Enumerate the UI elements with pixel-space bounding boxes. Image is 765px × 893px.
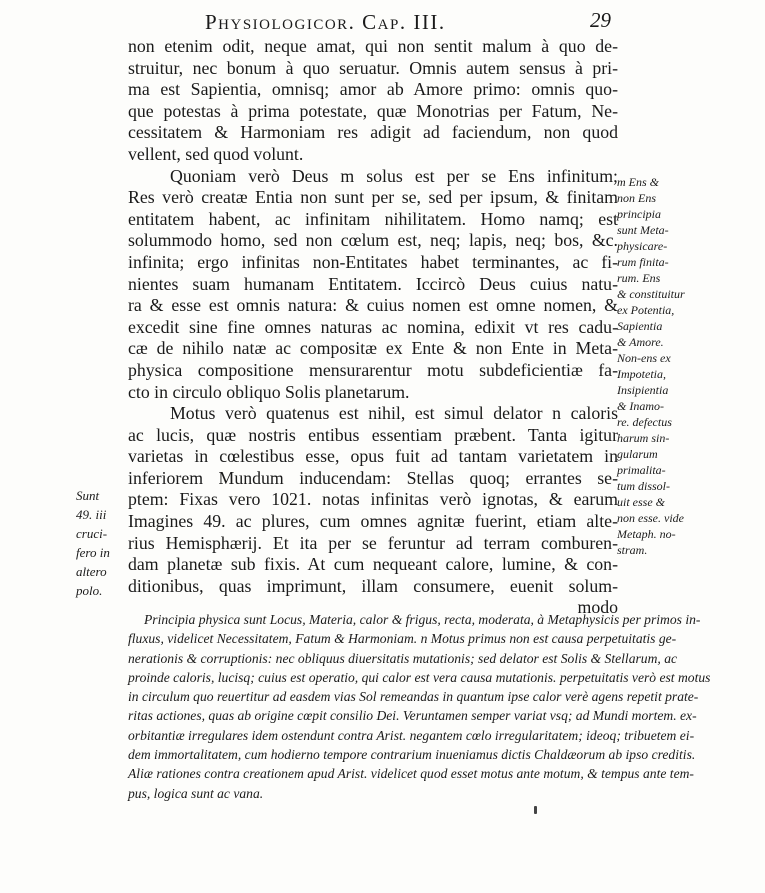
text-line: infinita; ergo infinitas non-Entitates habet terminantes, ac fi- (128, 251, 618, 272)
footnotes-block (128, 610, 711, 803)
margin-note-line: Sunt (76, 488, 100, 503)
footnote-line: proinde caloris, lucisq; cuius est operatio, qui calor est vera causa mutationis. perpetuitatis verò est motus (128, 669, 711, 685)
text-line: ptem: Fixas vero 1021. notas infinitas verò ignotas, & earum (128, 489, 618, 510)
text-line: rius Hemisphærij. Et ita per se feruntur ad terram comburen- (128, 532, 618, 553)
footnote-line: Principia physica sunt Locus, Materia, calor & frigus, recta, moderata, à Metaphysicis per primos in- (144, 612, 701, 627)
margin-note-line: non Ens (617, 191, 656, 205)
text-line: inferiorem Mundum inducendam: Stellas quoq; errantes se- (128, 467, 618, 488)
text-line: que potestas à prima potestate, quæ Monotrias per Fatum, Ne- (128, 100, 618, 121)
margin-note-line: re. defectus (617, 415, 672, 429)
margin-note-line: tum dissol- (617, 479, 671, 493)
text-line: Motus verò quatenus est nihil, est simul delator n caloris (170, 403, 618, 424)
text-line: ma est Sapientia, omnisq; amor ab Amore primo: omnis quo- (128, 79, 618, 100)
running-title: Physiologicor. Cap. III. (205, 10, 446, 34)
margin-note-line: & Amore. (617, 335, 664, 349)
margin-note-line: m Ens & (617, 175, 659, 189)
margin-note-line: uit esse & (617, 495, 665, 509)
right-margin-notes (617, 174, 687, 558)
margin-note-line: harum sin- (617, 431, 670, 445)
margin-note-line: stram. (617, 543, 648, 557)
margin-note-line: rum finita- (617, 255, 669, 269)
margin-note-line: non esse. vide (617, 511, 684, 525)
text-line: Res verò creatæ Entia non sunt per se, sed per ipsum, & finitam (128, 187, 618, 208)
footnote-line: pus, logica sunt ac vana. (128, 785, 264, 801)
margin-note-line: primalita- (617, 463, 666, 477)
margin-note-line: cruci- (76, 526, 108, 541)
margin-note-line: & constituitur (617, 287, 685, 301)
text-line: non etenim odit, neque amat, qui non sentit malum à quo de- (128, 36, 618, 56)
text-line: ditionibus, quas imprimunt, illam consumere, euenit solum- (128, 575, 618, 596)
text-line: varietas in cœlestibus esse, opus fuit ad tantam varietatem in (128, 446, 618, 467)
text-line: ac lucis, quæ nostris entibus essentiam præbent. Tanta igitur (128, 424, 618, 445)
main-text-block (128, 36, 618, 619)
text-line: physica compositione mensurarentur motu subdeficientiæ fa- (128, 359, 618, 380)
footnote-line: nerationis & corruptionis: nec obliquus diuersitatis mutationis; sed delator est Solis & Stellarum, ac (128, 650, 678, 666)
margin-note-line: ex Potentia, (617, 303, 675, 317)
margin-note-line: Insipientia (617, 383, 669, 397)
margin-note-line: 49. iii (76, 507, 107, 522)
margin-note-line: rum. Ens (617, 271, 661, 285)
margin-note-line: principia (617, 207, 661, 221)
text-line: solummodo homo, sed non cœlum est, neq; lapis, neq; bos, &c. (128, 230, 618, 251)
text-line: vellent, sed quod volunt. (128, 143, 304, 164)
text-line: Imagines 49. ac plures, cum omnes agnitæ fuerint, etiam alte- (128, 511, 618, 532)
footnote-line: in circulum quo reuertitur ad easdem vias Sol remeandas in quantum ipse calor verè agens repetit prate- (128, 689, 699, 705)
margin-note-line: Metaph. no- (617, 527, 676, 541)
ink-speck (534, 806, 537, 814)
margin-note-line: sunt Meta- (617, 223, 669, 237)
text-line: cessitatem & Harmoniam res adigit ad faciendum, non quod (128, 122, 618, 143)
footnote-line: dem immortalitatem, cum hodierno tempore contrarium inueniamus dictis Chaldæorum ab ipso creditis. (128, 747, 696, 763)
footnote-line: ritas actiones, quas ab origine cœpit consilio Dei. Veruntamen semper variat vsq; ad Mundi mortem. ex- (128, 708, 697, 724)
text-line: Quoniam verò Deus m solus est per se Ens infinitum; (170, 165, 618, 186)
text-line: ra & esse est omnis natura: & cuius nomen est omne nomen, & (128, 295, 618, 316)
text-line: excedit sine fine omnes naturas ac nomina, edixit vt res cadu- (128, 316, 618, 337)
footnote-line: fluxus, videlicet Necessitatem, Fatum & Harmoniam. n Motus primus non est causa perpetuitatis ge- (128, 631, 677, 647)
text-line: entitatem habent, ac infinitam nihilitatem. Homo namq; est (128, 208, 618, 229)
margin-note-line: Sapientia (617, 319, 663, 333)
margin-note-line: fero in (76, 545, 110, 560)
text-line: nientes suam humanam Entitatem. Iccircò Deus cuius natu- (128, 273, 618, 294)
margin-note-line: altero (76, 564, 107, 579)
text-line: dam planetæ sub fixis. At cum nequeant calore, lumine, & con- (128, 554, 618, 575)
margin-note-line: Impotetia, (617, 367, 666, 381)
margin-note-line: polo. (76, 583, 103, 598)
margin-note-line: Non-ens ex (617, 351, 671, 365)
text-line: modo (577, 597, 618, 618)
footnote-line: orbitantiæ irregulares idem ostendunt contra Arist. negantem cœlo irregularitatem; ideoq; tribuetem ei- (128, 727, 695, 743)
text-line: cæ de nihilo natæ ac compositæ ex Ente & non Ente in Meta- (128, 338, 618, 359)
margin-note-line: & Inamo- (617, 399, 664, 413)
margin-note-line: gularum (617, 447, 658, 461)
text-line: struitur, nec bonum à quo seruatur. Omnis autem sensus à pri- (128, 57, 618, 78)
page-number: 29 (590, 8, 611, 32)
footnote-line: Aliæ rationes contra creationem apud Arist. videlicet quod esset motus ante motum, & tempus ante tem- (128, 766, 694, 782)
margin-note-line: physicare- (617, 239, 668, 253)
left-margin-notes (76, 486, 124, 600)
text-line: cto in circulo obliquo Solis planetarum. (128, 381, 410, 402)
